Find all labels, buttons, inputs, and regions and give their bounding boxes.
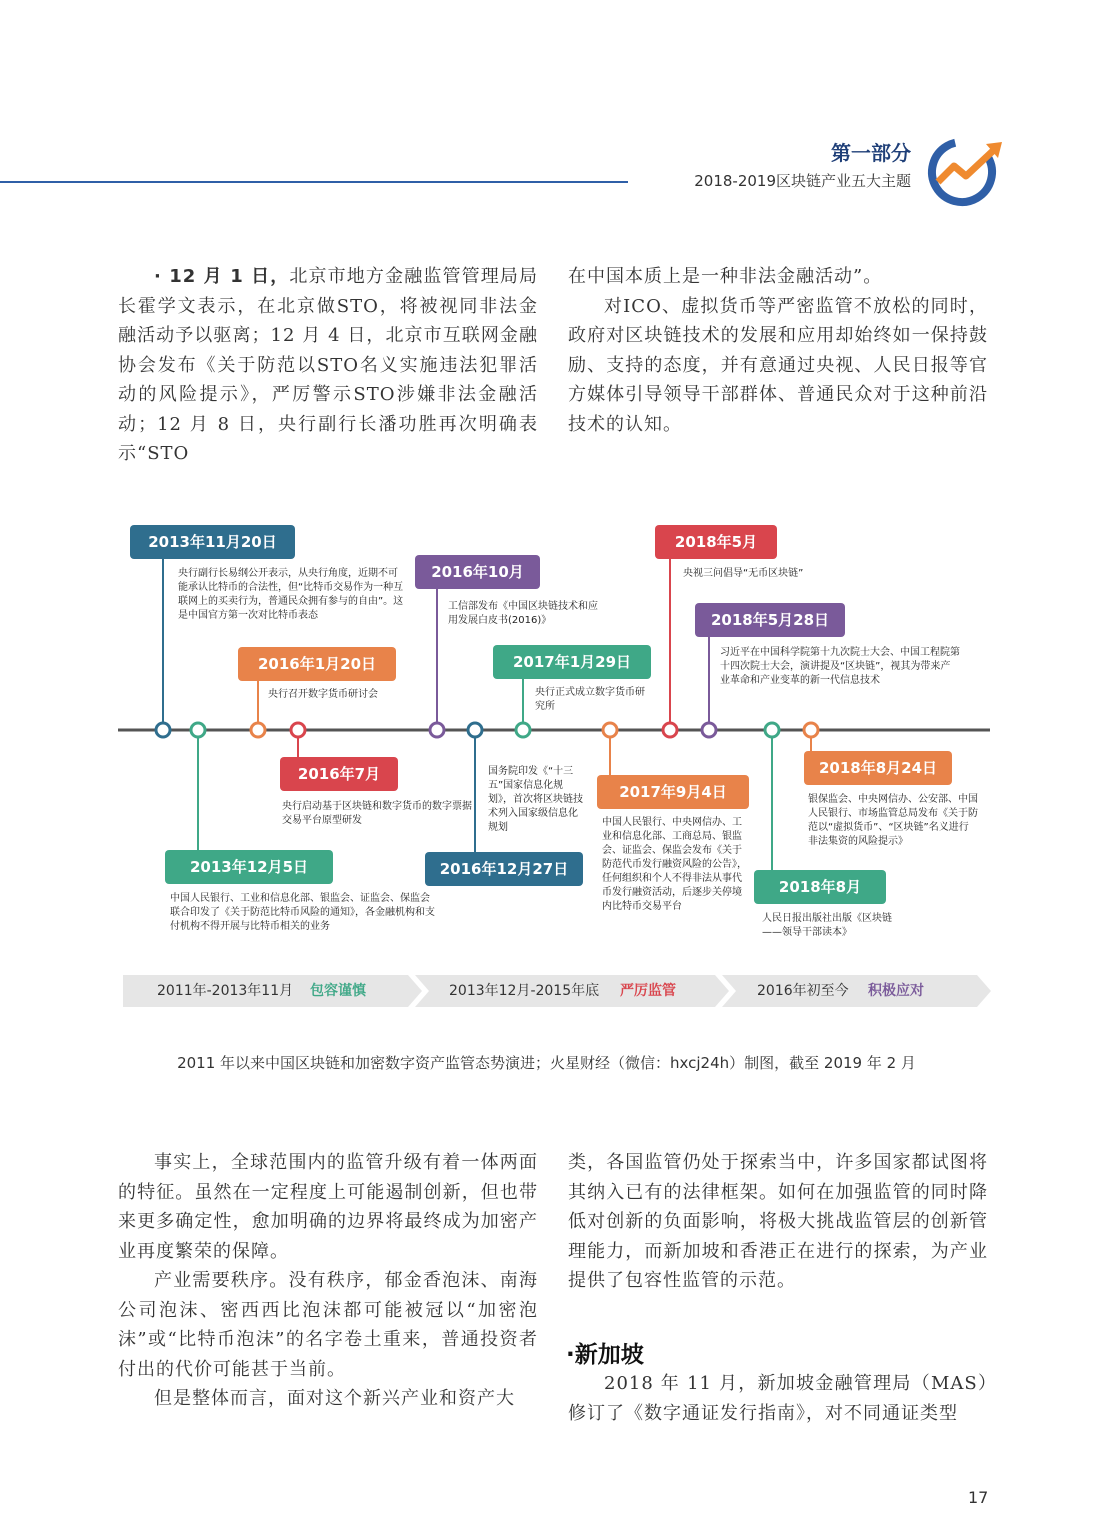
paragraph: 2018 年 11 月，新加坡金融管理局（MAS）修订了《数字通证发行指南》，对不同通证类型	[568, 1373, 988, 1424]
timeline-node	[702, 723, 716, 737]
timeline-date-label: 2016年1月20日	[238, 647, 396, 681]
timeline-date-label: 2018年5月28日	[695, 603, 845, 637]
timeline-event-note: 工信部发布《中国区块链技术和应用发展白皮书(2016)》	[448, 601, 598, 626]
timeline-event-note: 银保监会、中央网信办、公安部、中国人民银行、市场监管总局发布《关于防范以“虚拟货币”、“区块链”名义进行非法集资的风险提示》	[808, 794, 978, 847]
timeline-event-note: 央行正式成立数字货币研究所	[535, 687, 645, 712]
timeline-date-label: 2018年5月	[655, 525, 777, 559]
paragraph: 对ICO、虚拟货币等严密监管不放松的同时，政府对区块链技术的发展和应用却始终如一保持鼓励、支持的态度，并有意通过央视、人民日报等官方媒体引导领导干部群体、普通民众对于这种前沿技术的认知。	[568, 295, 988, 435]
timeline-event-note: 央行召开数字货币研讨会	[268, 689, 378, 700]
timeline-event-note: 国务院印发《“十三五”国家信息化规划》，首次将区块链技术列入国家级信息化规划	[488, 766, 583, 833]
timeline-date-label: 2017年9月4日	[597, 775, 749, 809]
timeline-node	[468, 723, 482, 737]
timeline-node	[430, 723, 444, 737]
paragraph: 事实上，全球范围内的监管升级有着一体两面的特征。虽然在一定程度上可能遏制创新，但也带来更多确定性，愈加明确的边界将最终成为加密产业再度繁荣的保障。	[118, 1152, 538, 1262]
timeline-event-note: 央行副行长易纲公开表示，从央行角度，近期不可能承认比特币的合法性，但“比特币交易作为一种互联网上的买卖行为，普通民众拥有参与的自由”。这是中国官方第一次对比特币表态	[178, 568, 404, 621]
phase-label: 包容谨慎	[310, 983, 366, 999]
timeline-date-label: 2016年10月	[415, 555, 540, 589]
timeline-node	[663, 723, 677, 737]
bottom-left-column	[118, 1148, 538, 1414]
timeline-node	[804, 723, 818, 737]
timeline-node	[603, 723, 617, 737]
timeline-event-note: 央行启动基于区块链和数字货币的数字票据交易平台原型研发	[282, 801, 472, 826]
paragraph: 产业需要秩序。没有秩序，郁金香泡沫、南海公司泡沫、密西西比泡沫都可能被冠以“加密泡沫”或“比特币泡沫”的名字卷土重来，普通投资者付出的代价可能甚于当前。	[118, 1270, 538, 1380]
timeline-node	[191, 723, 205, 737]
phase-label: 积极应对	[868, 983, 924, 999]
paragraph: 类，各国监管仍处于探索当中，许多国家都试图将其纳入已有的法律框架。如何在加强监管的同时降低对创新的负面影响，将极大挑战监管层的创新管理能力，而新加坡和香港正在进行的探索，为产业提供了包容性监管的示范。	[568, 1152, 988, 1291]
figure-caption: 2011 年以来中国区块链和加密数字资产监管态势演进；火星财经（微信：hxcj24h）制图，截至 2019 年 2 月	[177, 1054, 916, 1072]
date-lead: · 12 月 1 日，	[154, 266, 290, 287]
timeline-node	[156, 723, 170, 737]
section-subtitle: 2018-2019区块链产业五大主题	[694, 172, 911, 190]
phase-range: 2013年12月-2015年底	[449, 983, 600, 999]
timeline-date-label: 2013年11月20日	[130, 525, 295, 559]
timeline-event-note: 中国人民银行、工业和信息化部、银监会、证监会、保监会联合印发了《关于防范比特币风险的通知》，各金融机构和支付机构不得开展与比特币相关的业务	[170, 893, 435, 932]
timeline-date-label: 2018年8月	[754, 870, 886, 904]
phase-range: 2011年-2013年11月	[157, 983, 294, 999]
paragraph: 但是整体而言，面对这个新兴产业和资产大	[154, 1388, 515, 1409]
timeline-node	[291, 723, 305, 737]
paragraph: 在中国本质上是一种非法金融活动”。	[568, 266, 883, 287]
timeline-date-label: 2016年7月	[280, 757, 398, 791]
bottom-right-column	[568, 1148, 988, 1296]
timeline-node	[251, 723, 265, 737]
section-heading: ·新加坡	[566, 1342, 644, 1368]
timeline-event-note: 中国人民银行、中央网信办、工业和信息化部、工商总局、银监会、证监会、保监会发布《关于防范代币发行融资风险的公告》，任何组织和个人不得非法从事代币发行融资活动，后逐步关停境内比特币交易平台	[602, 817, 747, 912]
page-number: 17	[968, 1488, 989, 1507]
bottom-right-continued	[568, 1369, 988, 1428]
timeline-event-note: 习近平在中国科学院第十九次院士大会、中国工程院第十四次院士大会，演讲提及“区块链”，视其为带来产业革命和产业变革的新一代信息技术	[720, 647, 960, 686]
timeline-date-label: 2016年12月27日	[425, 852, 583, 886]
timeline-date-label: 2018年8月24日	[804, 751, 952, 785]
phase-label: 严厉监管	[620, 983, 676, 999]
timeline-date-label: 2017年1月29日	[493, 645, 651, 679]
timeline-node	[516, 723, 530, 737]
section-part-title: 第一部分	[831, 141, 911, 165]
timeline-event-note: 人民日报出版社出版《区块链——领导干部读本》	[762, 913, 892, 938]
phase-range: 2016年初至今	[757, 983, 849, 999]
timeline-date-label: 2013年12月5日	[165, 850, 333, 884]
paragraph-text: 北京市地方金融监管管理局局长霍学文表示，在北京做STO，将被视同非法金融活动予以驱离；12 月 4 日，北京市互联网金融协会发布《关于防范以STO名义实施违法犯罪活动的风险提示》，严厉警示STO涉嫌非法金融活动；12 月 8 日，央行副行长潘功胜再次明确表示“STO	[118, 266, 538, 464]
timeline-event-note: 央视三问倡导“无币区块链”	[683, 568, 804, 579]
timeline-node	[765, 723, 779, 737]
